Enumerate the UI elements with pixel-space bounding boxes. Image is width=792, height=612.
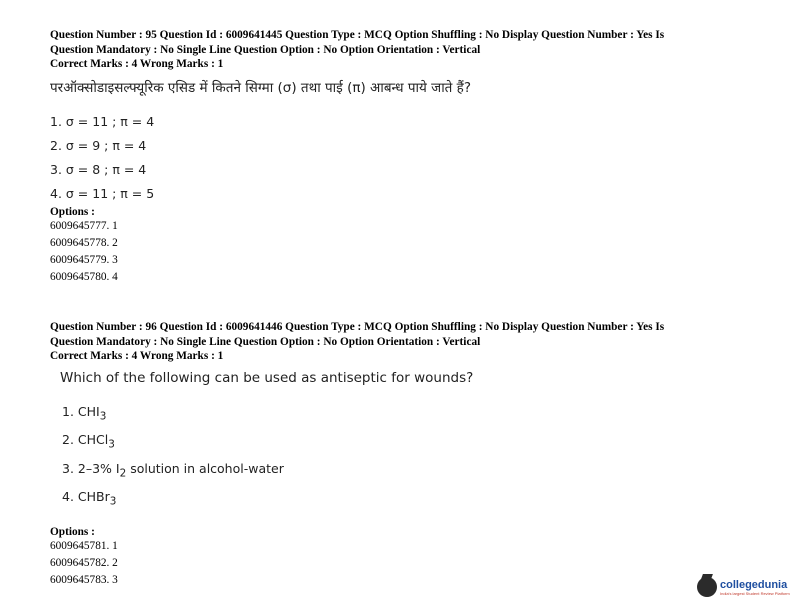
choice-subscript: 3 (99, 410, 107, 422)
choice-text: 3. 2–3% I (62, 460, 120, 476)
question-95-meta (50, 28, 750, 72)
question-96-choice-3 (62, 457, 750, 486)
question-96-text: Which of the following can be used as antiseptic for wounds? (60, 369, 474, 386)
question-96-choice-2 (62, 428, 750, 457)
question-96-option-ids (50, 538, 750, 589)
question-96-meta-line1: Question Number : 96 Question Id : 6009641446 Question Type : MCQ Option Shuffling : No Display Question Number : Yes Is (50, 321, 665, 333)
question-96-choices (62, 400, 750, 514)
question-95-meta-line2: Question Mandatory : No Single Line Question Option : No Option Orientation : Vertical (50, 43, 481, 56)
question-96-block (50, 320, 750, 589)
choice-text: 4. CHBr (62, 489, 110, 504)
question-95-marks: Correct Marks : 4 Wrong Marks : 1 (50, 58, 224, 70)
question-95-block (50, 28, 750, 286)
question-96-option-id-1: 6009645781. 1 (50, 539, 118, 552)
question-96-option-id-3: 6009645783. 3 (50, 573, 118, 586)
choice-text: 1. CHI (62, 403, 100, 419)
question-95-text: परऑक्सोडाइसल्फ्यूरिक एसिड में कितने सिग्मा (σ) तथा पाई (π) आबन्ध पाये जाते हैं? (50, 79, 472, 96)
question-95-option-ids (50, 218, 750, 286)
logo-tagline: India's largest Student Review Platform (720, 590, 790, 596)
question-95-choice-4: 4. σ = 11 ; π = 5 (50, 185, 155, 201)
question-95-option-id-1: 6009645777. 1 (50, 219, 118, 232)
question-95-option-id-3: 6009645779. 3 (50, 253, 118, 266)
question-96-choice-4 (62, 485, 750, 514)
question-96-meta (50, 320, 750, 364)
choice-subscript: 3 (109, 495, 117, 508)
choice-subscript: 3 (108, 438, 115, 451)
question-95-option-id-2: 6009645778. 2 (50, 236, 118, 249)
question-95-choice-3: 3. σ = 8 ; π = 4 (50, 161, 147, 177)
question-95-option-id-4: 6009645780. 4 (50, 270, 118, 283)
choice-subscript: 2 (119, 467, 127, 479)
question-96-meta-line2: Question Mandatory : No Single Line Question Option : No Option Orientation : Vertical (50, 335, 481, 348)
logo-text (720, 579, 790, 596)
question-96-choice-1 (62, 400, 750, 429)
question-95-meta-line1: Question Number : 95 Question Id : 6009641445 Question Type : MCQ Option Shuffling : No Display Question Number : Yes Is (50, 29, 665, 41)
choice-suffix: solution in alcohol-water (126, 460, 284, 476)
question-95-choice-2: 2. σ = 9 ; π = 4 (50, 137, 147, 153)
logo-name: collegedunia (720, 578, 788, 591)
question-95-choices (50, 110, 750, 206)
choice-text: 2. CHCl (62, 432, 109, 447)
question-96-options-heading: Options : (50, 525, 95, 538)
collegedunia-logo (697, 572, 789, 602)
question-96-option-id-2: 6009645782. 2 (50, 556, 118, 569)
question-96-marks: Correct Marks : 4 Wrong Marks : 1 (50, 350, 224, 362)
question-95-options-heading: Options : (50, 205, 95, 218)
graduation-cap-icon (697, 577, 717, 597)
question-95-choice-1: 1. σ = 11 ; π = 4 (50, 113, 155, 129)
